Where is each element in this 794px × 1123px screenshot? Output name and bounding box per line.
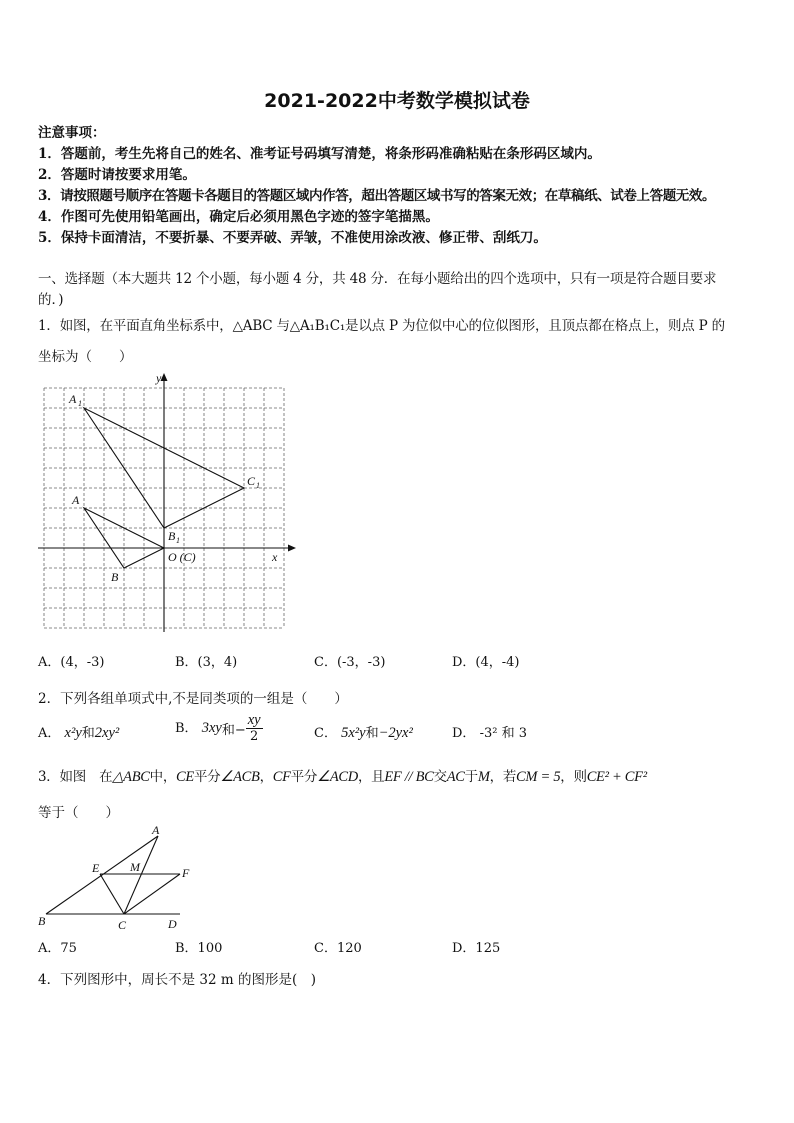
q3-math-cf: CF xyxy=(272,769,291,785)
label-a: A xyxy=(152,823,160,837)
q1-option-a: A．(4，-3) xyxy=(38,655,105,670)
q3-math-m: M xyxy=(477,769,490,785)
q2-option-d-text: -3² 和 3 xyxy=(479,726,527,741)
q3-text-5: 平分 xyxy=(290,769,318,785)
q2-option-b-fraction xyxy=(246,713,263,744)
q3-text-7: 交 xyxy=(433,769,447,785)
q1-option-b: B．(3，4) xyxy=(175,655,238,670)
q4-stem: 4．下列图形中，周长不是 32 m 的图形是( ) xyxy=(38,972,316,988)
label-b: B xyxy=(111,570,119,584)
q3-option-b: B．100 xyxy=(175,941,223,956)
q3-text-1: 3．如图 在 xyxy=(38,769,113,785)
q3-math-ac: AC xyxy=(446,769,465,785)
q3-math-expr: CE² + CF² xyxy=(586,769,647,785)
q3-option-a: A．75 xyxy=(38,941,77,956)
q2-option-b-and: 和− xyxy=(221,723,246,738)
notice-item-4: 4．作图可先使用铅笔画出，确定后必须用黑色字迹的签字笔描黑。 xyxy=(38,209,439,225)
q1-stem-line2: 坐标为（ ） xyxy=(38,349,133,365)
label-m: M xyxy=(130,860,140,874)
label-b1-sub: 1 xyxy=(176,536,180,545)
q3-math-cm: CM = 5 xyxy=(516,769,561,785)
q3-stem-line1 xyxy=(38,765,647,786)
q3-math-efbc: EF // BC xyxy=(384,769,434,785)
q2-stem: 2．下列各组单项式中,不是同类项的一组是（ ） xyxy=(38,691,348,707)
q1-option-c: C．(-3，-3) xyxy=(314,655,386,670)
q2-option-d-label: D． xyxy=(452,726,476,741)
q3-math-acb: ∠ACB xyxy=(220,769,260,785)
q3-text-9: ，若 xyxy=(489,769,517,785)
section-heading-line2: 的．) xyxy=(38,292,64,308)
q2-option-c-label: C． xyxy=(314,726,337,741)
label-b: B xyxy=(38,914,46,928)
page-title: 2021-2022中考数学模拟试卷 xyxy=(264,90,530,112)
label-c1-sub: 1 xyxy=(256,481,260,490)
q2-option-b xyxy=(175,713,263,744)
q2-option-c-expr2: −2yx² xyxy=(378,725,413,741)
label-a1-sub: 1 xyxy=(78,399,82,408)
q3-text-4: ， xyxy=(259,769,273,785)
notice-item-1: 1．答题前，考生先将自己的姓名、准考证号码填写清楚，将条形码准确粘贴在条形码区域内。 xyxy=(38,146,601,162)
label-a1: A xyxy=(69,392,77,406)
label-d: D xyxy=(168,917,177,931)
q2-option-a-label: A． xyxy=(38,726,61,741)
q2-option-a xyxy=(38,722,119,742)
label-origin-c: O (C) xyxy=(168,550,196,564)
q3-text-6: ，且 xyxy=(357,769,385,785)
q3-option-d: D．125 xyxy=(452,941,501,956)
label-f: F xyxy=(182,866,190,880)
label-c1: C xyxy=(247,474,256,488)
q2-option-b-expr1: 3xy xyxy=(201,720,222,736)
line-ec xyxy=(100,874,124,914)
q3-text-3: 平分 xyxy=(193,769,221,785)
q2-option-c-expr1: 5x²y xyxy=(341,725,366,741)
q3-text-10: ，则 xyxy=(560,769,587,785)
notice-heading: 注意事项： xyxy=(38,125,106,141)
y-axis-label: y xyxy=(156,371,162,385)
q3-text-8: 于 xyxy=(464,769,478,785)
q3-text-2: 中， xyxy=(149,769,177,785)
q2-option-c-and: 和 xyxy=(365,726,379,741)
label-e: E xyxy=(92,861,100,875)
q2-option-d xyxy=(452,722,527,741)
notice-item-2: 2．答题时请按要求用笔。 xyxy=(38,167,196,183)
q3-stem-line2: 等于（ ） xyxy=(38,805,119,821)
label-c: C xyxy=(118,918,127,932)
q2-option-c xyxy=(314,722,413,742)
x-axis-label: x xyxy=(272,550,278,564)
q1-stem-line1: 1．如图，在平面直角坐标系中，△ABC 与△A₁B₁C₁是以点 P 为位似中心的位似图形，且顶点都在格点上，则点 P 的 xyxy=(38,318,725,334)
q2-option-b-denominator: 2 xyxy=(250,729,259,744)
q2-option-b-numerator: xy xyxy=(247,712,261,728)
q3-math-abc: △ABC xyxy=(112,769,150,785)
q1-coordinate-figure xyxy=(34,370,304,632)
q3-triangle-figure xyxy=(34,822,204,934)
section-heading-line1: 一、选择题（本大题共 12 个小题，每小题 4 分，共 48 分．在每小题给出的四个选项中，只有一项是符合题目要求 xyxy=(38,271,717,287)
label-b1: B xyxy=(168,529,176,543)
notice-item-3: 3．请按照题号顺序在答题卡各题目的答题区域内作答，超出答题区域书写的答案无效；在草稿纸、试卷上答题无效。 xyxy=(38,188,716,204)
notice-item-5: 5．保持卡面清洁，不要折暴、不要弄破、弄皱，不准使用涂改液、修正带、刮纸刀。 xyxy=(38,230,547,246)
q2-option-b-label: B． xyxy=(175,721,198,736)
q3-math-acd: ∠ACD xyxy=(317,769,358,785)
q2-option-a-expr2: 2xy² xyxy=(94,725,120,741)
q1-option-d: D．(4，-4) xyxy=(452,655,520,670)
q3-math-ce: CE xyxy=(176,769,194,785)
q2-option-a-expr1: x²y xyxy=(64,725,82,741)
q2-option-a-and: 和 xyxy=(81,726,95,741)
label-a: A xyxy=(72,493,80,507)
q3-option-c: C．120 xyxy=(314,941,362,956)
